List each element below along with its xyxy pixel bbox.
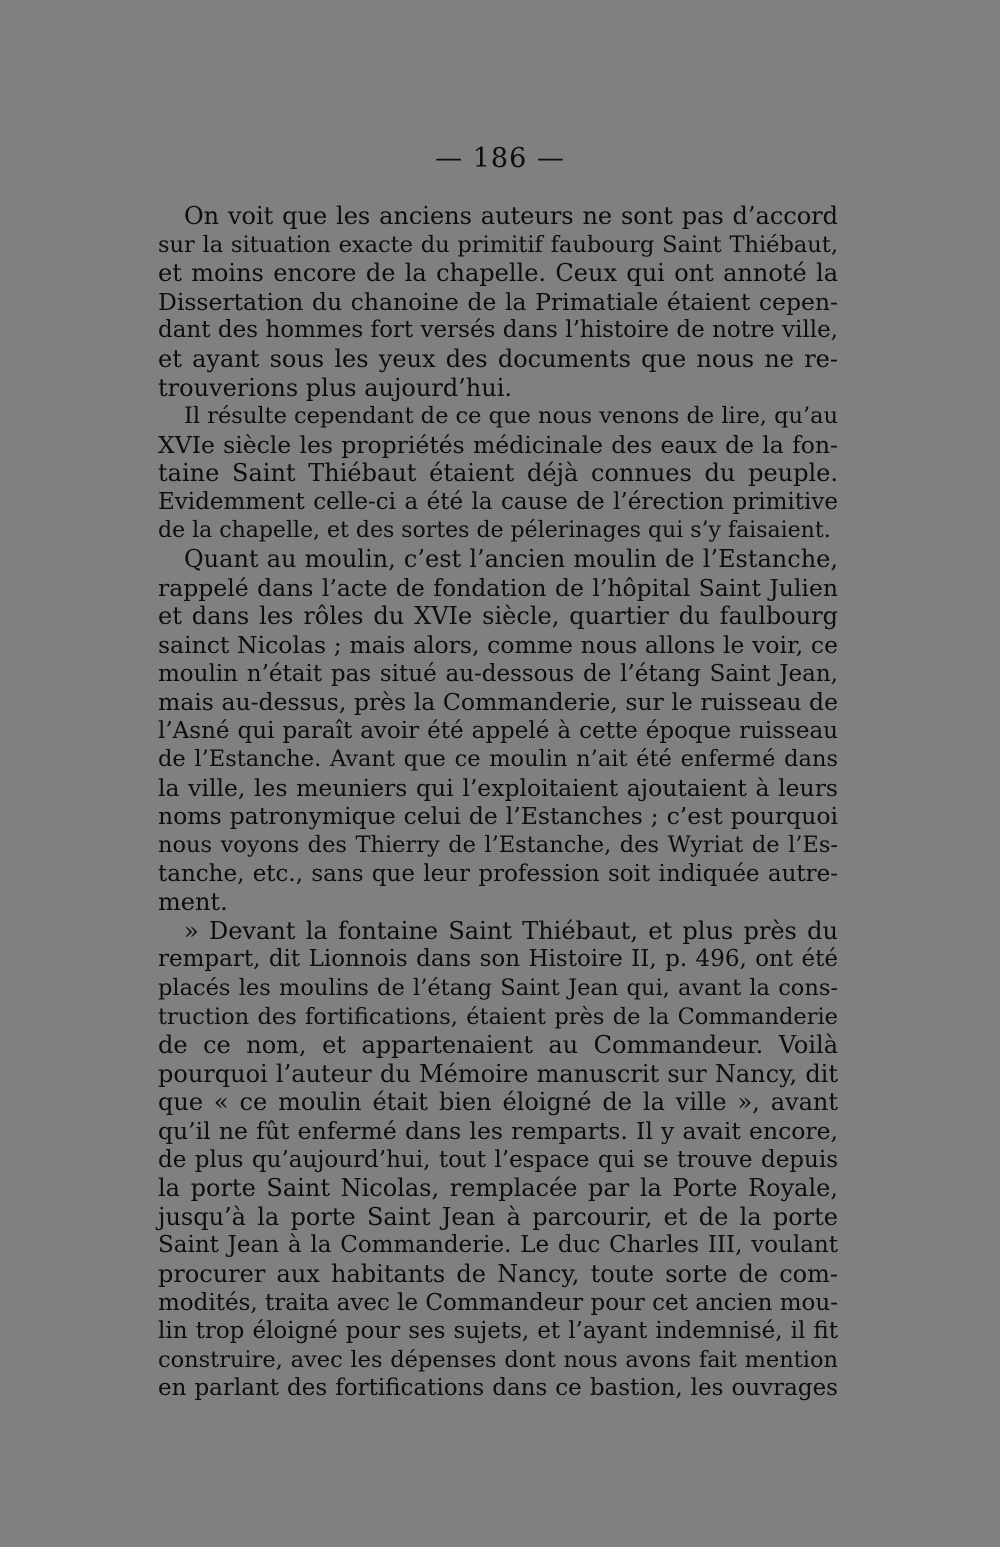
text-line: l’Asné qui paraît avoir été appelé à cette époque ruisseau [158, 717, 838, 744]
text-line: mais au-dessus, près la Commanderie, sur le ruisseau de [158, 688, 838, 717]
text-line: Il résulte cependant de ce que nous venons de lire, qu’au [184, 403, 839, 430]
text-line: Saint Jean à la Commanderie. Le duc Charles III, voulant [158, 1232, 838, 1259]
body-text [158, 202, 838, 1403]
text-line: dant des hommes fort versés dans l’histoire de notre ville, [158, 317, 838, 344]
text-line: jusqu’à la porte Saint Jean à parcourir, et de la porte [158, 1202, 838, 1231]
text-line: moulin n’était pas situé au-dessous de l’étang Saint Jean, [158, 660, 838, 687]
text-line: rappelé dans l’acte de fondation de l’hôpital Saint Julien [158, 573, 838, 602]
text-line: et dans les rôles du XVIe siècle, quartier du faulbourg [158, 602, 838, 631]
text-line: » Devant la fontaine Saint Thiébaut, et plus près du [184, 916, 838, 945]
text-line: Dissertation du chanoine de la Primatiale étaient cepen- [158, 287, 838, 316]
text-line: de la chapelle, et des sortes de pélerinages qui s’y faisaient. [158, 517, 831, 543]
text-line: lin trop éloigné pour ses sujets, et l’ayant indemnisé, il fit [158, 1318, 838, 1345]
page-number: — 186 — [435, 143, 565, 174]
text-line: construire, avec les dépenses dont nous avons fait mention [158, 1346, 838, 1373]
text-line: truction des fortifications, étaient près de la Commanderie [158, 1003, 838, 1030]
text-line: que « ce moulin était bien éloigné de la ville », avant [158, 1088, 838, 1117]
text-line: pourquoi l’auteur du Mémoire manuscrit sur Nancy, dit [158, 1059, 838, 1088]
text-line: trouverions plus aujourd’hui. [158, 373, 513, 402]
text-line: et ayant sous les yeux des documents que nous ne re- [158, 344, 838, 373]
text-line: rempart, dit Lionnois dans son Histoire II, p. 496, ont été [158, 946, 838, 973]
text-line: sur la situation exacte du primitif faubourg Saint Thiébaut, [158, 231, 838, 258]
text-line: noms patronymique celui de l’Estanches ; c’est pourquoi [158, 802, 838, 831]
text-line: et moins encore de la chapelle. Ceux qui ont annoté la [158, 259, 838, 288]
text-line: ment. [158, 888, 228, 917]
text-line: taine Saint Thiébaut étaient déjà connues du peuple. [158, 459, 838, 488]
text-line: de ce nom, et appartenaient au Commandeur. Voilà [158, 1031, 838, 1060]
text-line: Evidemment celle-ci a été la cause de l’érection primitive [158, 488, 838, 515]
text-line: la ville, les meuniers qui l’exploitaient ajoutaient à leurs [158, 773, 838, 802]
text-line: modités, traita avec le Commandeur pour cet ancien mou- [158, 1289, 838, 1316]
text-line: procurer aux habitants de Nancy, toute sorte de com- [158, 1259, 838, 1288]
text-line: la porte Saint Nicolas, remplacée par la Porte Royale, [158, 1174, 838, 1203]
text-line: de plus qu’aujourd’hui, tout l’espace qui se trouve depuis [158, 1146, 838, 1173]
text-line: en parlant des fortifications dans ce bastion, les ouvrages [158, 1375, 838, 1402]
text-line: placés les moulins de l’étang Saint Jean qui, avant la cons- [158, 975, 838, 1002]
text-line: nous voyons des Thierry de l’Estanche, des Wyriat de l’Es- [158, 832, 838, 859]
text-line: qu’il ne fût enfermé dans les remparts. Il y avait encore, [158, 1117, 838, 1145]
text-line: XVIe siècle les propriétés médicinale des eaux de la fon- [158, 430, 838, 459]
text-line: On voit que les anciens auteurs ne sont pas d’accord [184, 202, 838, 230]
text-line: sainct Nicolas ; mais alors, comme nous allons le voir, ce [158, 630, 838, 659]
text-line: de l’Estanche. Avant que ce moulin n’ait été enfermé dans [158, 746, 838, 773]
text-line: Quant au moulin, c’est l’ancien moulin de l’Estanche, [184, 545, 838, 574]
text-line: tanche, etc., sans que leur profession soit indiquée autre- [158, 860, 838, 887]
